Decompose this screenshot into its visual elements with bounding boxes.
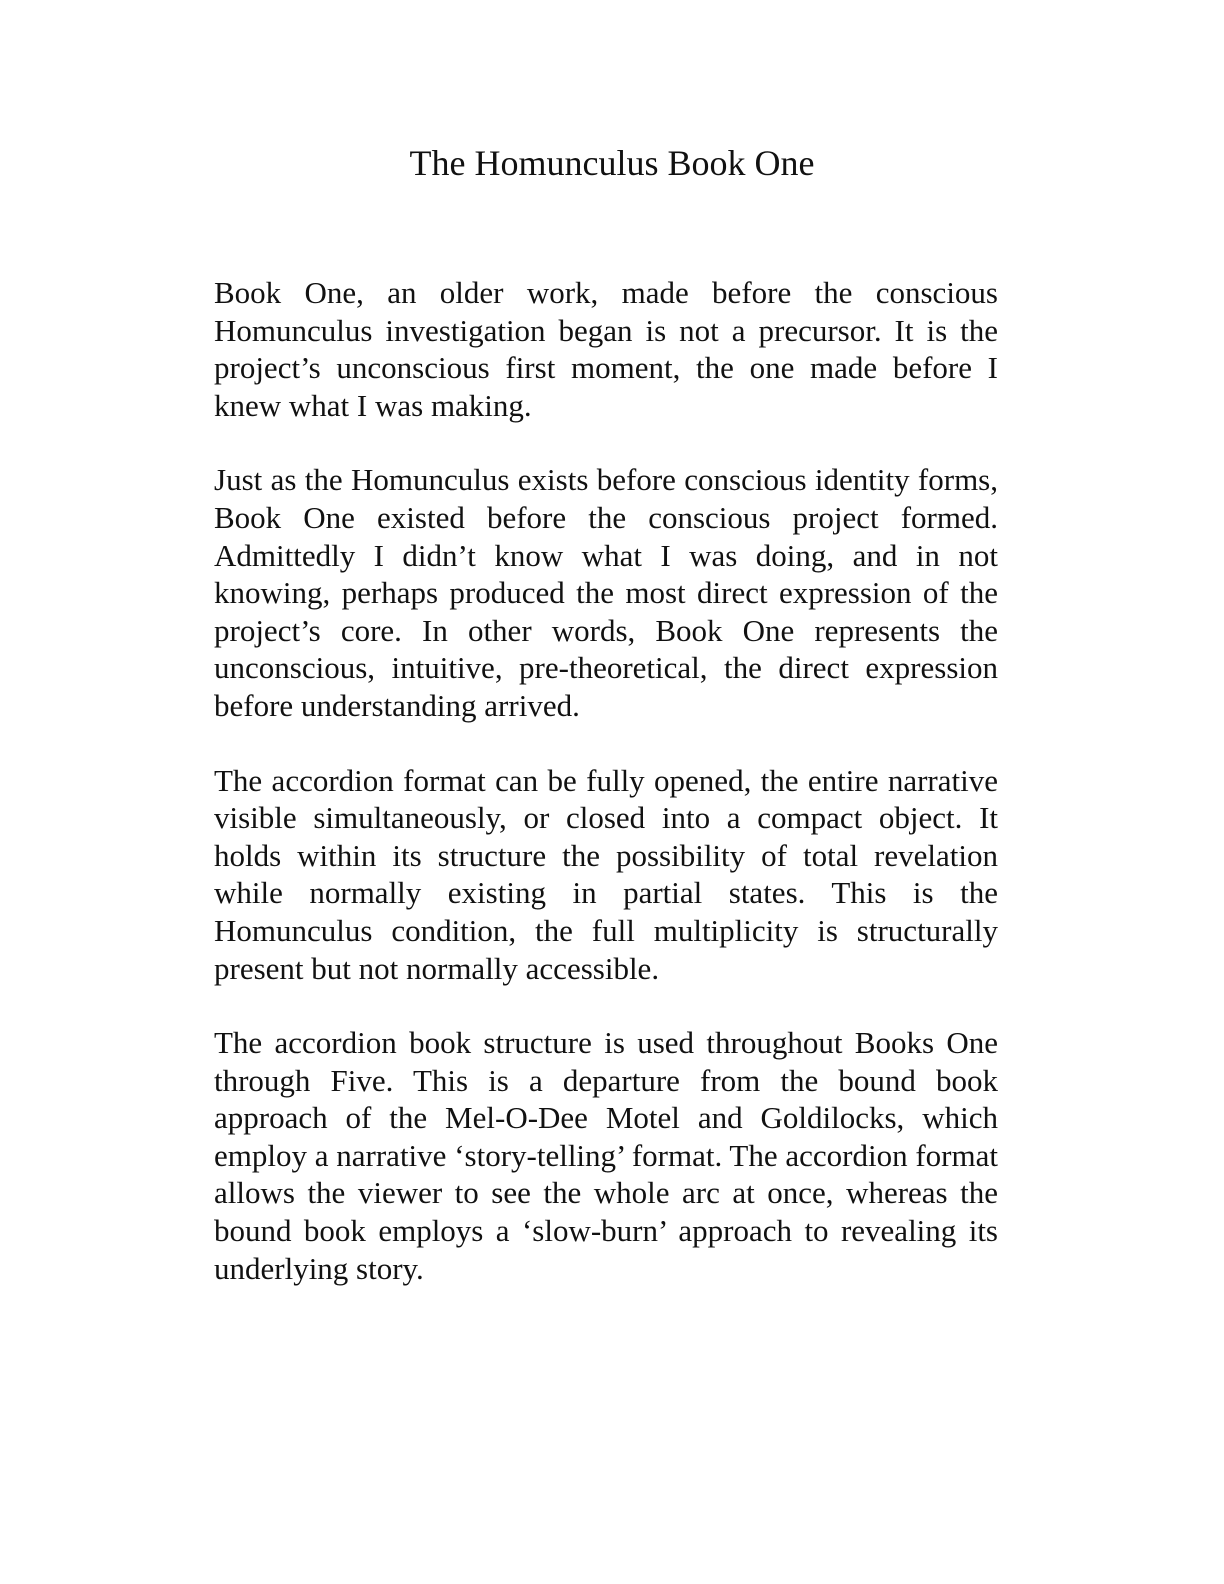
paragraph-3: The accordion format can be fully opened, the entire narrative visible simultaneously, or closed into a compact object. It holds within its structure the possibility of total revelation while normally existing in partial states. This is the Homunculus condition, the full multiplicity is structurally present but not normally accessible. <box>214 762 998 986</box>
paragraph-4: The accordion book structure is used throughout Books One through Five. This is a departure from the bound book approach of the Mel-O-Dee Motel and Goldilocks, which employ a narrative ‘story-telling’ format. The accordion format allows the viewer to see the whole arc at once, whereas the bound book employs a ‘slow-burn’ approach to revealing its underlying story. <box>214 1025 998 1286</box>
paragraph-2: Just as the Homunculus exists before conscious identity forms, Book One existed before the conscious project formed. Admittedly I didn’t know what I was doing, and in not knowing, perhaps produced the most direct expression of the project’s core. In other words, Book One represents the unconscious, intuitive, pre-theoretical, the direct expression before understanding arrived. <box>214 462 998 723</box>
body-text <box>214 274 998 1324</box>
paragraph-1: Book One, an older work, made before the conscious Homunculus investigation began is not a precursor. It is the project’s unconscious first moment, the one made before I knew what I was making. <box>214 275 998 423</box>
page-title: The Homunculus Book One <box>409 143 815 183</box>
